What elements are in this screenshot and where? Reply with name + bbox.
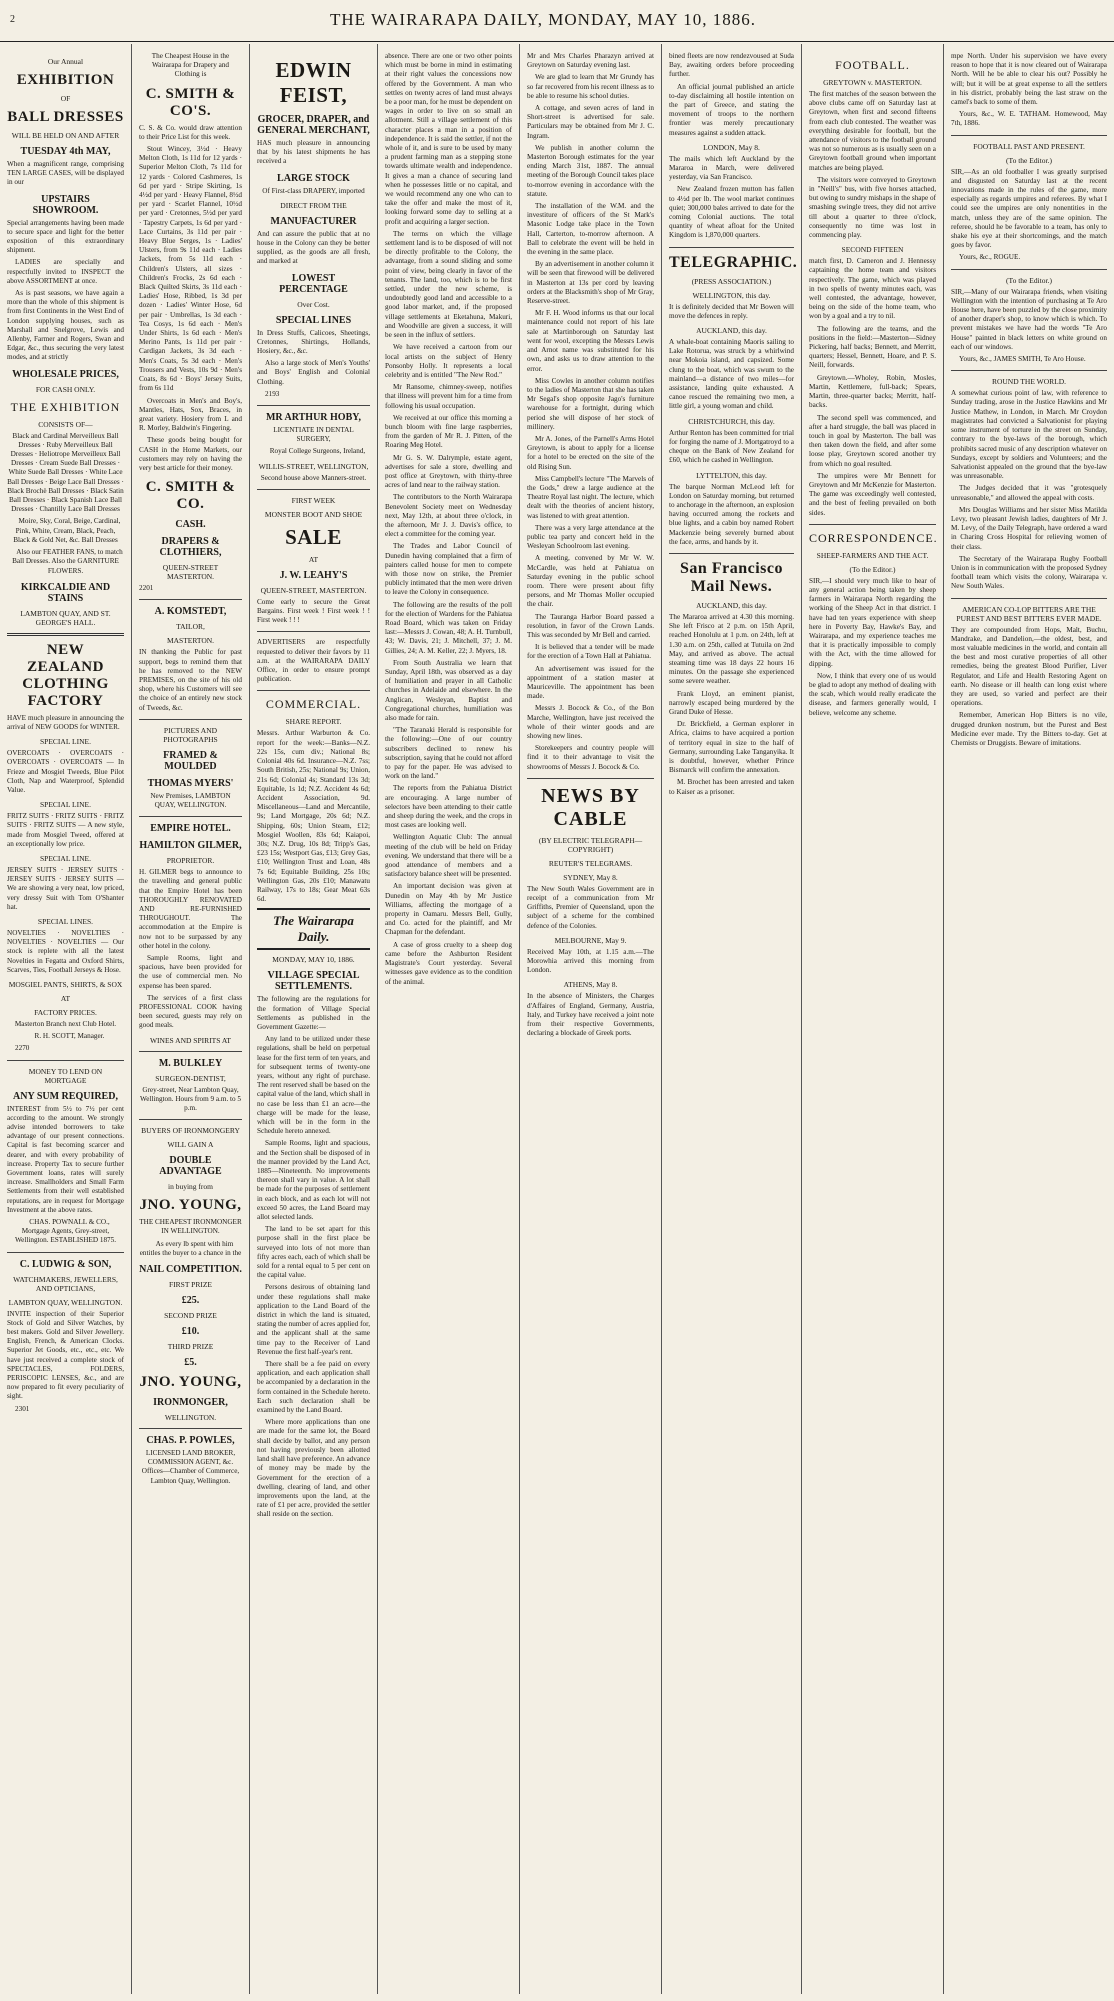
article-regulation: Where more applications than one are made for the same lot, the Board shall decide by ballot, and any person not having previously been allotted land shall have preference. An advance of money may be made by the Government for the erection of a dwelling, clearing of land, and other improvements upon the land, at the rate of £1 per acre, provided the settler shall reside on the section.	[257, 1418, 370, 1519]
ad-leahy: J. W. LEAHY'S	[279, 569, 348, 581]
section-copyright: (BY ELECTRIC TELEGRAPH—COPYRIGHT)	[538, 835, 643, 854]
ad-money: MONEY TO LEND ON MORTGAGE	[28, 1066, 103, 1085]
article-paragraph: The Trades and Labor Council of Dunedin having complained that a firm of painters called house for men to compete with those now on strike, the Premier publicly intimated that the men were driven to leave the Colony in consequence.	[385, 542, 512, 597]
ad-lambton: LAMBTON QUAY, AND ST. GEORGE'S HALL.	[20, 608, 111, 627]
letter-signature: Yours, &c., JAMES SMITH, Te Aro House.	[959, 355, 1086, 364]
section-round-the-world: ROUND THE WORLD.	[991, 377, 1067, 387]
ad-grocer: GROCER, DRAPER, and GENERAL MERCHANT,	[257, 114, 370, 136]
ad-exhibition-2: THE EXHIBITION	[10, 399, 121, 414]
ad-special: Special arrangements having been made to secure space and light for the better exposition of this extraordinary shipment.	[7, 218, 124, 255]
article-paragraph: SIR,—Many of our Wairarapa friends, when visiting Wellington with the intention of purchasing at Te Aro House here, have been puzzled by the close proximity of another draper's shop, to know which is which. To prevent mistakes we have had the words "Te Aro House" painted in black letters on white ground on each of our windows.	[951, 287, 1107, 351]
dateline-christchurch: CHRISTCHURCH, this day.	[688, 416, 775, 426]
column-1	[0, 44, 132, 1994]
ad-smith: C. SMITH & CO'S.	[145, 85, 236, 119]
ad-ball-dresses: BALL DRESSES	[7, 109, 124, 125]
ad-number-2: 2301	[15, 1404, 30, 1413]
article-paragraph: The following are the teams, and the positions in the field:—Masterton—Sidney Pickering, half backs; Bennett, and Merritt, quarters; Hessel, Bennett, Hoare, and P. S. Neill, forwards.	[809, 324, 936, 370]
article-paragraph: SIR,—I should very much like to hear of any general action being taken by sheep farmers in Wairarapa North regarding the working of the Sheep Act in that district. I have had ten years experience with sheep here in Poverty Bay, Hawke's Bay, and Wairarapa, and my experience teaches me that it is practically impossible to comply with the Act, with the time allowed for dipping.	[809, 576, 936, 668]
article-paragraph: mpe North. Under his supervision we have every reason to hope that it is now cleared out of Wairarapa North. Will he be able to clear his out? Possibly he will; but it will be at great expense to all the settlers in his district, probably being the last straw on the camel's back to some of them.	[951, 52, 1107, 107]
letter-title: SHEEP-FARMERS AND THE ACT.	[816, 550, 929, 560]
article-paragraph: The installation of the W.M. and the investiture of officers of the St Mark's Masonic Lodge take place in the Town Hall, Carterton, to-morrow afternoon. A Ball to celebrate the event will be held in the evening in the same place.	[527, 202, 654, 257]
article-paragraph: We are glad to learn that Mr Grundy has so far recovered from his recent illness as to be able to resume his school duties.	[527, 73, 654, 100]
column-8	[944, 44, 1114, 1994]
ad-professional: The services of a first class PROFESSIONAL COOK having been secured, guests may rely on good meals.	[139, 993, 242, 1030]
letter-title: FOOTBALL PAST AND PRESENT.	[973, 141, 1085, 151]
article-paragraph: The second spell was commenced, and after a hard struggle, the ball was placed in touch in goal by Masterton. The ball was then taken down the field, and after some loose play, Greytown scored another try from which no goal resulted.	[809, 413, 936, 468]
divider	[139, 1428, 242, 1429]
ad-novelties: NOVELTIES · NOVELTIES · NOVELTIES · NOVELTIES — Our stock is replete with all the latest Novelties in Fegatta and Oxford Shirts, Scarves, Ties, Football Jerseys & Hose.	[7, 928, 124, 974]
ad-consists: CONSISTS OF—	[38, 419, 93, 429]
ad-special-line-3: SPECIAL LINE.	[40, 853, 91, 863]
ad-buying: in buying from	[168, 1182, 213, 1192]
article-paragraph: SIR,—As an old footballer I was greatly surprised and disgusted on Saturday last at the recent innovations made in the rules of the game, more especially as regards umpires and referees. By what I could see the umpires are only nonentities in the match, unless they are of the same opinion. The referee, should he be favorable to a team, has only to shake his eye at their shortcomings, and the match goes by favor.	[951, 167, 1107, 250]
ad-licensed: LICENSED LAND BROKER, COMMISSION AGENT, &c. Offices—Chamber of Commerce, Lambton Quay, Wellington.	[141, 1449, 240, 1485]
article-paragraph: The contributors to the North Wairarapa Benevolent Society meet on Wednesday next, May 12th, at about three o'clock, in the afternoon, Mr J. J. Davis's office, to elect a committee for the coming year.	[385, 493, 512, 539]
divider	[527, 778, 654, 779]
share-report: Messrs. Arthur Warburton & Co. report for the week:—Banks—N.Z. 22s 15s, cum div.; National 8s; Colonial 40s 6d. Insurance—N.Z. 7ss; South British, 25s; National 9s; Union, 21s 6d; Colonial 4s; Standard 13s 3d; Equitable, 1s 1d; N.Z. Accident 4s 6d; Accident Association, 9d. Miscellaneous—Land and Mercantile, 9s; Land Mortgage, 20s 6d; N.Z. Shipping, 60s; Union Steam, £12; Mosgiel Woollen, 83s 6d; Kaiapoi, 30s; N.Z. Drug, 10s 8d; Tripp's Gas, £23 15s; Westport Gas, £13; Grey Gas, £10; Wellington Trust and Loan, 48s 7s 6d; Equitable Building, 25s 10s; Wellington Gas, 20s £10; Manawatu Railway, 17s to 18s; Gear Meat 63s 6d.	[257, 729, 370, 904]
article-paragraph: absence. There are one or two other points which must be borne in mind in estimating at their right values the concessions now offered by the Government. A man who settles on twenty acres of land must always be a poor man, for he must be dependent on wages in order to live on so small an allotment. Still a village settlement of this character places a man in a position of independence. It is said the settler, if not the whole of it, and is sure to be used by many a prudent farming man as a stepping stone towards ultimate wealth and independence. It gives a man a chance of securing land when he possesses little or no capital, and we would recommend any one who can to take the offer and make the most of it, looking forward some day to selling at a profit and acquiring a larger section.	[385, 52, 512, 226]
divider	[139, 1051, 242, 1052]
ad-hamilton: HAMILTON GILMER,	[139, 840, 242, 852]
article-paragraph: A whale-boat containing Maoris sailing to Lake Rotorua, was struck by a whirlwind near Mokoia island, and capsized. Some clung to the boat, which was swum to the mainland—a distance of two miles—for assistance, landing quite exhausted. A canoe rescued the remaining two men, a little girl, a young woman and child.	[669, 338, 794, 411]
section-telegraphic: TELEGRAPHIC.	[669, 253, 798, 271]
article-paragraph: The first matches of the season between the above clubs came off on Saturday last at Greytown, when first and second fifteens from each club contested. The weather was everything desirable for football, but the attendance of visitors to the football ground was not so numerous as is usually seen on a Greytown football ground when important matches are being played.	[809, 90, 936, 172]
ad-framed: FRAMED & MOULDED	[163, 749, 218, 772]
ad-drapery: Of First-class DRAPERY, imported	[262, 186, 365, 195]
ad-mosgiel: MOSGIEL PANTS, SHIRTS, & SOX	[8, 979, 123, 989]
article-paragraph: Mr A. Jones, of the Parnell's Arms Hotel Greytown, is about to apply for a license for a hotel to be erected on the site of the old Rising Sun.	[527, 434, 654, 471]
ad-licentiate: LICENTIATE IN DENTAL SURGERY,	[273, 426, 354, 444]
article-paragraph: Mr and Mrs Charles Pharazyn arrived at Greytown on Saturday evening last.	[527, 52, 654, 70]
page-number: 2	[10, 14, 15, 25]
ad-bulkley: M. BULKLEY	[158, 1057, 223, 1069]
ad-feist: EDWIN FEIST,	[275, 58, 352, 107]
ad-every: As every lb spent with him entitles the buyer to a chance in the	[139, 1239, 242, 1257]
ad-pictures: PICTURES AND PHOTOGRAPHS	[163, 725, 218, 744]
section-share: SHARE REPORT.	[285, 717, 342, 727]
section-san-francisco: San Francisco Mail News.	[680, 559, 783, 595]
ad-exhibition: EXHIBITION	[16, 72, 115, 88]
ad-tailor: TAILOR,	[176, 622, 205, 632]
ad-dress-list: Black and Cardinal Merveilleux Ball Dresses · Ruby Merveilleux Ball Dresses · Heliotrope Merveilleux Ball Dresses · Cream Suede Ball Dresses · White Suede Ball Dresses · White Lace Ball Dresses · Beige Lace Ball Dresses · Black Brochè Ball Dresses · Black Satin Ball Dresses · Black Spanish Lace Ball Dresses · Chantilly Lace Ball Dresses	[7, 431, 124, 514]
divider	[139, 816, 242, 817]
article-paragraph: Received May 10th, at 1.15 a.m.—The Morowhia arrived this morning from London.	[527, 947, 654, 975]
ad-cash: CASH.	[175, 519, 206, 531]
ad-in-dress: In Dress Stuffs, Calicoes, Sheetings, Cretonnes, Shirtings, Hollands, Hosiery, &c., &c.	[257, 328, 370, 356]
article-paragraph: They are compounded from Hops, Malt, Buchu, Mandrake, and Dandelion,—the oldest, best, and most valuable medicines in the world, and contain all the best and most curative properties of all other remedies, being the greatest Blood Purifier, Liver Regulator, and Life and Health Restoring Agent on earth. No disease or ill health can long exist where they are used, so varied and perfect are their operations.	[951, 625, 1107, 708]
ad-jersey: JERSEY SUITS · JERSEY SUITS · JERSEY SUITS · JERSEY SUITS — We are showing a very neat, low priced, very dressy Suit with Tom O'Shanter hat.	[7, 865, 124, 911]
divider	[951, 269, 1107, 270]
article-paragraph: Mr G. S. W. Dalrymple, estate agent, advertises for sale a store, dwelling and post office at Greytown, with thirty-three acres of land near to the railway station.	[385, 453, 512, 490]
ad-special-line-2: SPECIAL LINE.	[40, 800, 91, 810]
article-paragraph: Dr. Brickfield, a German explorer in Africa, claims to have acquired a portion of territory equal in size to the half of Germany, surrounding Lake Tanganyika. It is doubtful, however, whether Prince Bismarck will confirm the annexation.	[669, 720, 794, 775]
divider	[139, 599, 242, 600]
ad-factory-prices: FACTORY PRICES.	[34, 1007, 97, 1017]
article-paragraph: Greytown.—Wholey, Robin, Mosles, Martin, Kettlemere, full-back; Spears, Martin, three-quarter backs; Merritt, half-backs.	[809, 373, 936, 410]
ad-number: 2193	[265, 389, 280, 398]
section-news-by-cable: NEWS BY CABLE	[541, 784, 640, 830]
ad-second-house: Second house above Manners-street.	[260, 473, 367, 482]
dateline-wellington: WELLINGTON, this day.	[692, 290, 771, 300]
ad-second: SECOND PRIZE	[164, 1311, 217, 1321]
column-7	[802, 44, 944, 1994]
divider	[951, 135, 1107, 136]
divider	[7, 1252, 124, 1253]
ad-queen: QUEEN-STREET, MASTERTON.	[260, 585, 367, 595]
ad-fans: Also our FEATHER FANS, to match Ball Dresses. Also the GARNITURE FLOWERS.	[12, 548, 123, 575]
article-paragraph: Miss Cowles in another column notifies to the ladies of Masterton that she has taken Mr Segal's shop opposite Jago's furniture warehouse for a fortnight, during which period she will dispose of her stock of millinery.	[527, 376, 654, 431]
ad-also: Also a large stock of Men's Youths' and Boys' English and Colonial Clothing.	[257, 359, 370, 386]
article-paragraph: It is definitely decided that Mr Bowen will move the defences in reply.	[669, 302, 794, 320]
article-paragraph: We have received a cartoon from our local artists on the subject of Henry Ponsonby Holly. It represents a local celebrity and is entitled "The New Rod."	[385, 343, 512, 379]
article-paragraph: The New South Wales Government are in receipt of a communication from Mr Griffiths, Premier of Queensland, upon the subject of a scheme for the combined defence of the Colonies.	[527, 884, 654, 930]
divider	[669, 553, 794, 554]
ad-at: AT	[60, 993, 71, 1003]
article-regulation: Sample Rooms, light and spacious, and the Section shall be disposed of in the manner provided by the Land Act, 1885—Nineteenth. No improvements thereon shall vary in value. A lot shall be made for the purposes of settlement in each block, and as each lot will not exceed 50 acres, the Land Board may allot selected lands.	[257, 1139, 370, 1222]
article-paragraph: The umpires were Mr Bennett for Greytown and Mr McKenzie for Masterton. The game was exceedingly well contested, and the best of feeling prevailed on both sides.	[809, 471, 936, 517]
article-paragraph: The Tauranga Harbor Board passed a resolution, in favor of the Crown Lands. This was seconded by Mr Bell and carried.	[527, 612, 654, 639]
divider	[951, 370, 1107, 371]
article-paragraph: The Mararoa arrived at 4.30 this morning. She left Frisco at 2 p.m. on 15th April, reached Honolulu at 1 p.m. on 24th, left at 1.30 a.m. on 25th, called at Tutuila on 2nd May, and arrived as above. The actual steaming time was 18 days 22 hours 16 minutes. On the passage she experienced some severe weather.	[669, 612, 794, 686]
ad-csc: C. S. & Co. would draw attention to their Price List for this week.	[139, 123, 242, 141]
ad-monster: MONSTER BOOT AND SHOE	[264, 509, 363, 519]
masthead	[0, 0, 1114, 42]
article-paragraph: Mrs Douglas Williams and her sister Miss Matilda Levy, two pleasant Jewish ladies, daughters of Mr J. M. Levy, of the Daily Telegraph, have ordered a ward in Charing Cross Hospital for relieving women of their class.	[951, 505, 1107, 551]
ad-third-amt: £5.	[184, 1357, 197, 1369]
dateline-sydney: SYDNEY, May 8.	[563, 872, 618, 882]
article-paragraph: The following are the results of the poll for the election of Wardens for the Pahiatua Road Board, which was taken on Friday last:—Messrs J. Cowan, 48; A. H. Turnbull, 43; W. Davis, 21; J. Mitchell, 37; J. M. Gillies, 24; A. M. Keller, 22; J. Myers, 18.	[385, 600, 512, 655]
ad-upstairs: UPSTAIRS SHOWROOM.	[32, 193, 99, 216]
dateline-melbourne: MELBOURNE, May 9.	[554, 935, 627, 945]
ad-special-lines: SPECIAL LINES.	[37, 916, 94, 926]
letter-signature: Yours, &c., W. E. TATHAM. Homewood, May 7th, 1886.	[951, 110, 1107, 128]
ad-royal: Royal College Surgeons, Ireland,	[269, 447, 366, 456]
to-editor: (To the Editor.)	[1006, 155, 1052, 165]
ad-pownall: CHAS. POWNALL & CO., Mortgage Agents, Grey-street, Wellington. ESTABLISHED 1875.	[14, 1218, 117, 1245]
article-paragraph: Mr Ransome, chimney-sweep, notifies that illness will prevent him for a time from following his usual occupation.	[385, 383, 512, 410]
column-2	[132, 44, 250, 1994]
ad-best: As is past seasons, we have again a more than the whole of this shipment is from first Continents in the West End of London supplying houses, such as Marshall and Snelgrove, Lewis and Allenby, Farmer and Rogers, Swan and Edgar, &c., thus securing the very latest modes, and at strictly	[7, 289, 124, 362]
ad-wholesale: WHOLESALE PRICES,	[12, 368, 119, 380]
ad-ironmonger: IRONMONGER,	[153, 1397, 228, 1409]
article-paragraph: A meeting, convened by Mr W. W. McCardle, was held at Pahiatua on Saturday evening in the public school room. There were present about fifty persons, and Mr Thomas Moller occupied the chair.	[527, 554, 654, 609]
to-editor-2: (To the Editor.)	[1006, 275, 1052, 285]
article-paragraph: The Secretary of the Wairarapa Rugby Football Union is in communication with the proposed Sydney football team which visits the colony, Wairarapa v. New South Wales.	[951, 554, 1107, 591]
ad-manufacturer: MANUFACTURER	[270, 215, 357, 227]
ad-has: HAS much pleasure in announcing that by his latest shipments he has received a	[257, 139, 370, 166]
article-paragraph: A cottage, and seven acres of land in Short-street is advertised for sale. Particulars may be obtained from Mr J. C. Ingram.	[527, 104, 654, 140]
ad-price-list: Stout Wincey, 3½d · Heavy Melton Cloth, 1s 11d for 12 yards · Superior Melton Cloth, 7s 11d for 12 yards · Colored Cashmeres, 1s 6d per yard · Stripe Skirting, 1s 4½d per yard · Heavy Flannel, 8½d per yard · Scarlet Flannel, 10½d per yard · Cretonnes, 5½d per yard · Tapestry Carpets, 1s 6d per yard · Lace Curtains, 3s 11d per pair · Heavy Blue Serges, 1s · Ladies' Ulsters, from 9s 11d each · Ladies Jackets, from 5s 11d each · Children's Ulsters, all sizes · Children's Frocks, 2s 6d each · Black Quilted Skirts, 3s 11d each · Ladies' Hose, Ribbed, 1s 3d per dozen · Ladies' Winter Hose, 6d per pair · Umbrellas, 1s 3d each · Tea Cosys, 1s 6d each · Men's Under Shirts, 1s 6d each · Men's Merino Pants, 1s 11d per pair · Cardigan Jackets, 3s 3d each · Men's Coats, 5s 3d each · Men's Trousers and Vests, 10s 9d · Men's Coats, 8s 6d · Boys' Jersey Suits, from 6s 11d	[139, 145, 242, 393]
ad-drapers: DRAPERS & CLOTHIERS,	[159, 536, 222, 559]
section-football: FOOTBALL.	[835, 58, 910, 72]
ad-smith-2: C. SMITH & CO.	[145, 479, 236, 513]
ad-nail: NAIL COMPETITION.	[139, 1264, 242, 1276]
article-paragraph: Miss Campbell's lecture "The Marvels of the Gods," drew a large audience at the Theatre Royal last night. The lecture, which dealt with the theories of ancient history, was listened to with great attention.	[527, 474, 654, 520]
ad-overcoats: OVERCOATS · OVERCOATS · OVERCOATS · OVERCOATS — In Frieze and Mosgiel Tweeds, Blue Pilot Cloth, Nap and Waterproof, Splendid Value.	[7, 749, 124, 794]
ad-cheapest: The Cheapest House in the Wairarapa for Drapery and Clothing is	[151, 52, 230, 79]
columns	[0, 44, 1114, 1994]
article-paragraph: The barque Norman McLeod left for London on Saturday morning, but returned to anchorage in the afternoon, an explosion having occurred among the rockets and blue lights, and a cabin boy named Robert Mackenzie being severely burned about the face, arms, and hands by it.	[669, 482, 794, 546]
article-paragraph: We received at our office this morning a bunch bloom with fine large raspberries, from the garden of Mr R. J. Pitten, of the Roaring Meg Hotel.	[385, 413, 512, 450]
divider	[139, 719, 242, 720]
ad-invite: INVITE inspection of their Superior Stock of Gold and Silver Watches, by best makers. Gold and Silver Jewellery. English, French, & American Clocks. Superior Jet Goods, etc., etc., etc. We have just received a complete stock of SPECTACLES, FOLDERS, PERISCOPIC LENSES, &c., and are now prepared to fit every peculiarity of sight.	[7, 1309, 124, 1401]
divider	[257, 690, 370, 691]
letter-signature: Yours, &c., ROGUE.	[959, 253, 1021, 262]
article-paragraph: We publish in another column the Masterton Borough estimates for the year ending March 31st, 1887. The annual meeting of the Borough Council takes place to-morrow evening in accordance with the statute.	[527, 143, 654, 198]
ad-gilmer: H. GILMER begs to announce to the travelling and general public that the Empire Hotel has been THOROUGHLY RENOVATED AND RE-FURNISHED THROUGHOUT. The accommodation at the Empire is now not to be surpassed by any other hotel in the colony.	[139, 868, 242, 950]
ad-annual: Our Annual	[47, 57, 84, 66]
ad-first: FIRST PRIZE	[169, 1280, 212, 1290]
article-paragraph: Arthur Renton has been committed for trial for forging the name of J. Mortgatroyd to a cheque on the Bank of New Zealand for £60, which he cashed in Wellington.	[669, 428, 794, 465]
ad-large: LARGE STOCK	[277, 172, 350, 184]
ad-of: OF	[60, 94, 71, 103]
divider	[139, 1119, 242, 1120]
article-paragraph: By an advertisement in another column it will be seen that firewood will be delivered in Masterton at 13s per cord by leaving orders at the Blacksmith's shop of Mr Gray, Reserve-street.	[527, 260, 654, 306]
section-correspondence: CORRESPONDENCE.	[809, 530, 938, 545]
section-commercial: COMMERCIAL.	[265, 697, 362, 712]
divider	[7, 1060, 124, 1061]
ad-lambton-2: LAMBTON QUAY, WELLINGTON.	[8, 1297, 123, 1307]
ad-thanking: IN thanking the Public for past support, begs to remind them that he has removed to the NEW PREMISES, on the site of his old shop, where his Customers will see the choice of an entirely new stock of Tweeds, &c.	[139, 648, 242, 712]
divider	[257, 405, 370, 406]
ad-sale: SALE	[285, 524, 342, 549]
ad-third: THIRD PRIZE	[167, 1342, 214, 1352]
article-paragraph: A somewhat curious point of law, with reference to Sunday trading, arose in the Justice Hawkins and Mr Justice Mathew, in London, in March. Mr Croydon magistrates had convicted a Salvationist for playing some instrument of torture in the street on Sunday, contrary to the bye-laws of the borough, which prohibits sacred music of any description whatever on Sundays, except by soldiers and Volunteers; and the Salvationist appealed on the ground that the bye-law was unreasonable.	[951, 389, 1107, 481]
column-3	[250, 44, 378, 1994]
article-paragraph: A case of gross cruelty to a sheep dog came before the Ashburton Resident Magistrate's Court yesterday. Several witnesses gave evidence as to the condition of the animal.	[385, 940, 512, 986]
article-paragraph: bined fleets are now rendezvoused at Suda Bay, awaiting orders before proceeding further.	[669, 52, 794, 79]
ad-empire: EMPIRE HOTEL.	[150, 823, 231, 835]
article-paragraph: In the absence of Ministers, the Charges d'Affaires of England, Germany, Austria, Italy, and Turkey have received a joint note from their respective Governments, declaring a blockade of Greek ports.	[527, 992, 654, 1038]
ad-kirkcaldie: KIRKCALDIE AND STAINS	[20, 581, 111, 604]
ad-grey: Grey-street, Near Lambton Quay, Wellington. Hours from 9 a.m. to 5 p.m.	[139, 1085, 242, 1113]
dateline-athens: ATHENS, May 8.	[563, 980, 618, 990]
ad-first-week: FIRST WEEK	[291, 495, 336, 505]
ad-any-sum: ANY SUM REQUIRED,	[13, 1090, 118, 1102]
article-regulation: There shall be a fee paid on every application, and each application shall be accompanied by a declaration in the form contained in the Schedule hereto. Each such declaration shall be examined by the Land Board.	[257, 1360, 370, 1415]
ad-cheapest-iron: THE CHEAPEST IRONMONGER IN WELLINGTON.	[139, 1218, 242, 1236]
ad-young: JNO. YOUNG,	[139, 1197, 242, 1214]
article-regulation: Persons desirous of obtaining land under these regulations shall make application to the Land Board of the district in which the land is situated, stating the number of acres applied for, and the applicant shall at the same time pay to the Receiver of Land Revenue the first half-year's rent.	[257, 1283, 370, 1356]
ad-surgeon: SURGEON-DENTIST,	[155, 1073, 226, 1083]
dateline-lyttelton: LYTTELTON, this day.	[696, 470, 767, 480]
column-6	[662, 44, 802, 1994]
article-paragraph: Now, I think that every one of us would be glad to adopt any method of dealing with the scab, which would really eradicate the disease, and farmers generally would, I believe, welcome any scheme.	[809, 671, 936, 717]
divider	[7, 633, 124, 636]
article-paragraph: An advertisement was issued for the appointment of a station master at Mauriceville. The appointment has been made.	[527, 664, 654, 701]
ad-scott: R. H. SCOTT, Manager.	[34, 1032, 105, 1041]
masthead-title: THE WAIRARAPA DAILY, MONDAY, MAY 10, 1886.	[330, 10, 757, 29]
article-paragraph: From South Australia we learn that Sunday, April 18th, was observed as a day of humiliation and prayer in all Catholic churches in Adelaide and elsewhere. In the Anglican, Wesleyan, Baptist and Congregational churches, humiliation was also made for rain.	[385, 658, 512, 723]
ad-special-line: SPECIAL LINE.	[40, 737, 91, 747]
article-paragraph: An official journal published an article to-day disclaiming all hostile intention on the part of Greece, and stating the movement of troops to the northern frontier was merely precautionary measures against a sudden attack.	[669, 82, 794, 137]
column-5	[520, 44, 662, 1994]
divider	[257, 631, 370, 632]
dateline-auckland-2: AUCKLAND, this day.	[696, 600, 767, 610]
ad-goods: These goods being bought for CASH in the Home Markets, our customers may rely on having the very best article for their money.	[139, 436, 242, 472]
article-paragraph: The visitors were conveyed to Greytown in "Neill's" bus, with five horses attached, but owing to sundry mishaps in the shape of smashing swingle trees, they did not arrive till about a quarter to three o'clock, consequently no time was lost in commencing play.	[809, 175, 936, 240]
ad-ladies: LADIES are specially and respectfully invited to INSPECT the above ASSORTMENT at once.	[7, 258, 124, 285]
column-4	[378, 44, 520, 1994]
match-title: GREYTOWN v. MASTERTON.	[823, 78, 922, 87]
ad-and-can: And can assure the public that at no house in the Colony can they be better supplied, as the goods are all fresh, and marked at	[257, 229, 370, 266]
ad-nz-clothing: NEW ZEALAND CLOTHING FACTORY	[22, 641, 109, 709]
ad-masterton: MASTERTON.	[166, 636, 215, 646]
ad-wellington: WELLINGTON.	[164, 1413, 217, 1423]
ad-interest: INTEREST from 5½ to 7½ per cent according to the amount. We strongly advise intended borrowers to take advantage of our present connections. Capital is fast becoming scarcer and dearer, and with every probability of increase. Property Tax to secure further Government loans, rates will surely increase. Smallholders and Small Farm Settlements from their well established reputations, are in request for Mortgage Investment at the above rates.	[7, 1104, 124, 1214]
ad-overcoats: Overcoats in Men's and Boy's, Mantles, Hats, Sox, Braces, in great variety. Hosiery from L and R. Morley, Baldwin's Fingering.	[139, 396, 242, 433]
article-paragraph: It is believed that a tender will be made for the erection of a Town Hall at Pahiatua.	[527, 643, 654, 661]
divider	[951, 598, 1107, 599]
ad-proprietor: PROPRIETOR.	[166, 856, 215, 866]
ad-masterton-branch: Masterton Branch next Club Hotel.	[14, 1019, 117, 1028]
ad-ludwig: C. LUDWIG & SON,	[19, 1258, 112, 1270]
ad-cash: FOR CASH ONLY.	[35, 384, 96, 394]
ad-komstedt: A. KOMSTEDT,	[154, 606, 227, 618]
ad-queen: QUEEN-STREET MASTERTON.	[162, 563, 219, 582]
article-paragraph: The Judges decided that it was "grotesquely unreasonable," and allowed the appeal with costs.	[951, 484, 1107, 502]
dateline-auckland: AUCKLAND, this day.	[696, 326, 767, 336]
article-village-text: The following are the regulations for the formation of Village Special Settlements as published in the Government Gazette:—	[257, 995, 370, 1031]
subhead-second-fifteen: SECOND FIFTEEN	[841, 245, 904, 255]
ad-first-amt: £25.	[181, 1295, 200, 1307]
ad-second-amt: £10.	[181, 1326, 200, 1338]
ad-watchmakers: WATCHMAKERS, JEWELLERS, AND OPTICIANS,	[13, 1274, 118, 1293]
section-press: (PRESS ASSOCIATION.)	[691, 276, 772, 286]
ad-have-much: HAVE much pleasure in announcing the arrival of NEW GOODS for WINTER.	[7, 713, 124, 731]
ad-thomas: THOMAS MYERS'	[147, 777, 234, 789]
article-paragraph: Wellington Aquatic Club: The annual meeting of the club will be held on Friday evening. We understand that there will be a good attendance of members and a satisfactory balance sheet will be presented.	[385, 833, 512, 879]
article-paragraph: M. Brochet has been arrested and taken to Kaiser as a prisoner.	[669, 778, 794, 796]
ad-double: DOUBLE ADVANTAGE	[159, 1155, 222, 1178]
ad-fritz: FRITZ SUITS · FRITZ SUITS · FRITZ SUITS · FRITZ SUITS — A new style, made from Mosgiel Tweed, offered at an exceptionally low price.	[7, 812, 124, 848]
notice-advertisers: ADVERTISERS are respectfully requested to deliver their favors by 11 a.m. at the WAIRARAPA DAILY Office, in order to ensure prompt publication.	[257, 638, 370, 684]
ad-hoby: MR ARTHUR HOBY,	[265, 412, 362, 424]
ad-tuesday: TUESDAY 4th MAY,	[20, 146, 111, 157]
ad-at: AT	[308, 554, 319, 564]
ad-number: 2270	[15, 1044, 30, 1053]
article-paragraph: Storekeepers and country people will find it to their advantage to visit the showrooms of Messrs J. Bocock & Co.	[527, 744, 654, 771]
article-paragraph: An important decision was given at Dunedin on May 4th by Mr Justice Williams, affecting the mortgage of a property in Oamaru. Messrs Bell, Gully, and Co. acted for the plaintiff, and Mr Chapman for the defendant.	[385, 882, 512, 937]
article-paragraph: The terms on which the village settlement land is to be disposed of will not be directly profitable to the Colony, the advantage, from a sound sliding and some point of view, being clearly in favor of the tenants. The land, too, which is to be first settled, under the new scheme, is undoubtedly good land and accessible to a good labor market, and, if the proposed village settlements at Eketahuna, Makuri, and Woodville are given a success, it will be seen in the influx of settlers.	[385, 229, 512, 340]
article-paragraph: Frank Lloyd, an eminent pianist, narrowly escaped being murdered by the Grand Duke of Hesse.	[669, 689, 794, 716]
article-village-title: VILLAGE SPECIAL SETTLEMENTS.	[267, 970, 360, 993]
ad-will-gain: WILL GAIN A	[167, 1140, 214, 1150]
article-paragraph: Remember, American Hop Bitters is no vile, drugged drunken nostrum, but the Purest and Best Medicine ever made. Try the Bitters to-day. Get at Chemists or Druggists. Beware of imitations.	[951, 711, 1107, 747]
divider	[809, 524, 936, 525]
ad-wines: WINES AND SPIRITS AT	[149, 1035, 232, 1045]
ad-willis: WILLIS-STREET, WELLINGTON,	[258, 461, 369, 471]
ad-over-cost: Over Cost.	[297, 299, 330, 309]
article-regulation: The land to be set apart for this purpose shall in the first place be surveyed into lots of not more than fifty acres each, each of which shall be sold for a rental equal to 5 per cent on the capital value.	[257, 1225, 370, 1280]
paper-date: MONDAY, MAY 10, 1886.	[272, 955, 355, 965]
ad-new-premises: New Premises, LAMBTON QUAY, WELLINGTON.	[150, 791, 231, 809]
ad-moire: Moire, Sky, Coral, Beige, Cardinal, Pink, White, Cream, Black, Peach, Black & Gold Net, &c. Ball Dresses	[13, 517, 121, 544]
article-paragraph: "The Taranaki Herald is responsible for the following:—One of our country subscribers declined to renew his subscription, saying that he could not afford to pay for the paper. He was advised to work on the land."	[385, 726, 512, 781]
ad-powles: CHAS. P. POWLES,	[146, 1435, 235, 1447]
paper-name: The Wairarapa Daily.	[257, 908, 370, 950]
ad-sample: Sample Rooms, light and spacious, have been provided for the use of commercial men. No expense has been spared.	[139, 953, 242, 990]
article-paragraph: The mails which left Auckland by the Mararoa in March, were delivered yesterday, via San Francisco.	[669, 154, 794, 182]
ad-direct: DIRECT FROM THE	[280, 200, 347, 210]
ad-young-2: JNO. YOUNG,	[139, 1374, 242, 1391]
dateline-london: LONDON, May 8.	[703, 142, 760, 152]
article-paragraph: Messrs J. Bocock & Co., of the Bon Marche, Wellington, have just received the whole of their winter goods and are showing new lines.	[527, 704, 654, 741]
ad-number: 2201	[139, 584, 154, 593]
divider	[669, 247, 794, 248]
to-editor: (To the Editor.)	[849, 564, 896, 574]
article-paragraph: match first, D. Cameron and J. Hennessy captaining the home team and visitors respectively. The game, which was played in two spells of twenty minutes each, was well contested, the advantage, however, being on the side of the home team, who won by a goal and a try to nil.	[809, 257, 936, 321]
article-paragraph: Mr F. H. Wood informs us that our local maintenance could not report of his late sale at Martinborough on Saturday last went for wool, excepting the Messrs Lewis and Arnot name was substituted for his own, and asks us to draw attention to the error.	[527, 309, 654, 373]
article-paragraph: There was a very large attendance at the public tea party and concert held in the Wesleyan Schoolroom last evening.	[527, 523, 654, 551]
ad-intro: When a magnificent range, comprising TEN LARGE CASES, will be displayed in our	[7, 160, 124, 187]
ad-come: Come early to secure the Great Bargains. First week ! First week ! ! First week ! ! !	[257, 597, 370, 625]
divider	[257, 489, 370, 490]
article-regulation: Any land to be utilized under these regulations, shall be held on perpetual lease for the first term of ten years, and for subsequent terms of twenty-one years, without any right of purchase. The rent reserved shall be based on the capital value of the land, which shall in no case be less than £1 an acre—the charge will be made for the lease, which will be in the form in the Schedule hereto annexed.	[257, 1035, 370, 1136]
ad-will-be-held: WILL BE HELD ON AND AFTER	[11, 131, 120, 140]
ad-american-bitters: AMERICAN CO-LOP BITTERS ARE THE PUREST AND BEST BITTERS EVER MADE.	[956, 604, 1102, 623]
section-reuter: REUTER'S TELEGRAMS.	[548, 858, 633, 868]
ad-buyers: BUYERS OF IRONMONGERY	[141, 1126, 240, 1136]
article-paragraph: The reports from the Pahiatua District are encouraging. A large number of selectors have been attending to their cattle and sheep during the week, and the crops in most cases are looking well.	[385, 784, 512, 830]
ad-special: SPECIAL LINES	[275, 314, 352, 326]
ad-lowest: LOWEST PERCENTAGE	[279, 272, 348, 295]
article-paragraph: New Zealand frozen mutton has fallen to 4½d per lb. The wool market continues quiet; 300,000 bales arrived to date for the coming Colonial auctions. The total quantity of wheat afloat for the United Kingdom is 1,870,000 quarters.	[669, 185, 794, 240]
